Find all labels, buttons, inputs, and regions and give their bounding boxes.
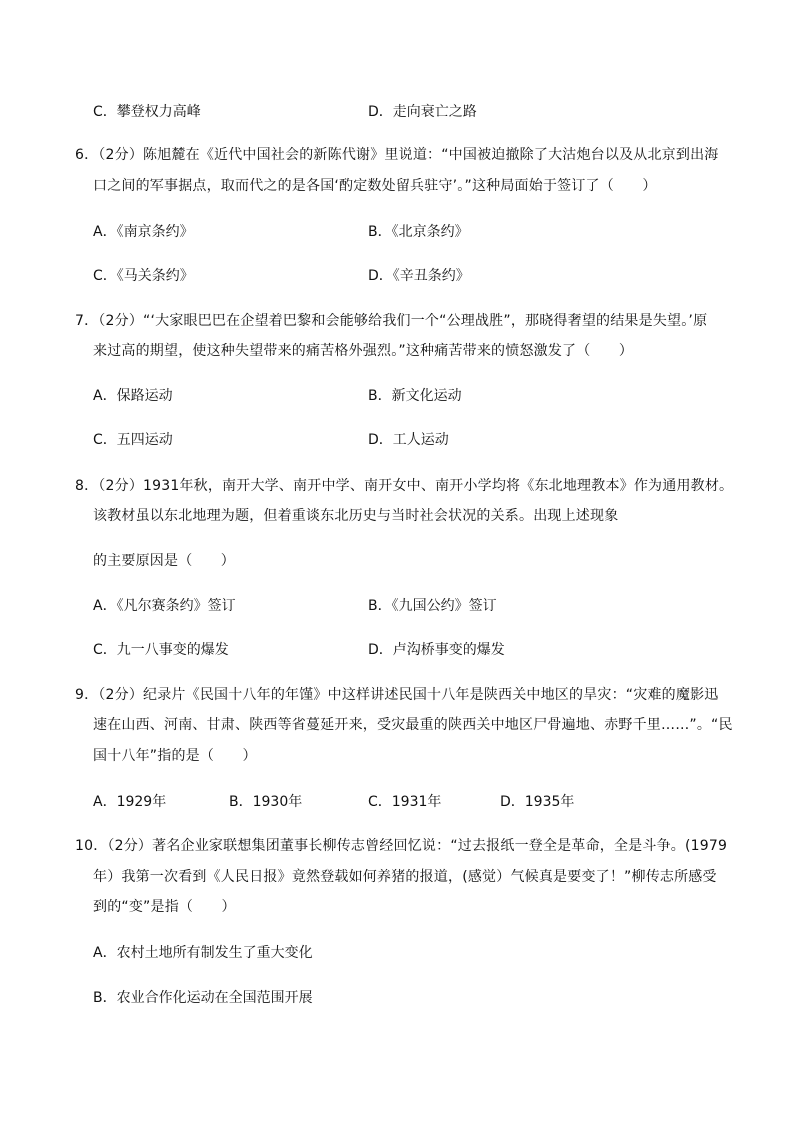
- q6-option-c[interactable]: C．《马关条约》: [93, 268, 194, 284]
- q5-option-c[interactable]: C．攀登权力高峰: [93, 104, 201, 120]
- q8-option-c[interactable]: C．九一八事变的爆发: [93, 642, 229, 658]
- q9-stem-line-1: 9．（2分）纪录片《民国十八年的年馑》中这样讲述民国十八年是陕西关中地区的旱灾：“灾难的魔影迅: [75, 687, 719, 703]
- q10-option-a[interactable]: A．农村土地所有制发生了重大变化: [93, 945, 313, 961]
- q5-option-d[interactable]: D．走向衰亡之路: [368, 104, 477, 120]
- q7-option-b[interactable]: B．新文化运动: [368, 388, 462, 404]
- q7-option-d[interactable]: D．工人运动: [368, 432, 449, 448]
- q8-option-d[interactable]: D．卢沟桥事变的爆发: [368, 642, 505, 658]
- q9-option-b[interactable]: B．1930年: [229, 794, 303, 810]
- q7-stem-line-1: 7．（2分）“‘大家眼巴巴在企望着巴黎和会能够给我们一个“公理战胜”，那晓得奢望的结果是失望。’原: [75, 313, 708, 329]
- q10-stem-line-1: 10．（2分）著名企业家联想集团董事长柳传志曾经回忆说：“过去报纸一登全是革命，全是斗争。(1979: [75, 838, 728, 854]
- q9-stem-line-3: 国十八年”指的是（ ）: [93, 748, 257, 764]
- q7-option-a[interactable]: A．保路运动: [93, 388, 173, 404]
- q10-stem-line-2: 年）我第一次看到《人民日报》竟然登载如何养猪的报道，(感觉）气候真是要变了！”柳传志所感受: [93, 869, 717, 885]
- q8-option-b[interactable]: B．《九国公约》签订: [368, 598, 497, 614]
- q6-stem-line-1: 6．（2分）陈旭麓在《近代中国社会的新陈代谢》里说道：“中国被迫撤除了大沽炮台以及从北京到出海: [75, 147, 719, 163]
- q8-stem-line-3: 的主要原因是（ ）: [93, 553, 235, 569]
- q9-stem-line-2: 速在山西、河南、甘肃、陕西等省蔓延开来，受灾最重的陕西关中地区尸骨遍地、赤野千里……”。“民: [93, 717, 733, 733]
- q7-stem-line-2: 来过高的期望，使这种失望带来的痛苦格外强烈。”这种痛苦带来的愤怒激发了（ ）: [93, 343, 634, 359]
- q10-option-b[interactable]: B．农业合作化运动在全国范围开展: [93, 990, 313, 1006]
- q6-option-a[interactable]: A．《南京条约》: [93, 224, 194, 240]
- q9-option-a[interactable]: A．1929年: [93, 794, 167, 810]
- q10-stem-line-3: 到的“变”是指（ ）: [93, 899, 236, 915]
- q8-option-a[interactable]: A．《凡尔赛条约》签订: [93, 598, 236, 614]
- q9-option-c[interactable]: C．1931年: [368, 794, 442, 810]
- q6-option-b[interactable]: B．《北京条约》: [368, 224, 469, 240]
- q9-option-d[interactable]: D．1935年: [500, 794, 575, 810]
- q7-option-c[interactable]: C．五四运动: [93, 432, 173, 448]
- q8-stem-line-2: 该教材虽以东北地理为题，但着重谈东北历史与当时社会状况的关系。出现上述现象: [93, 508, 619, 524]
- q6-option-d[interactable]: D．《辛丑条约》: [368, 268, 470, 284]
- q6-stem-line-2: 口之间的军事据点，取而代之的是各国‘酌定数处留兵驻守’。”这种局面始于签订了（ ）: [93, 178, 657, 194]
- q8-stem-line-1: 8．（2分）1931年秋，南开大学、南开中学、南开女中、南开小学均将《东北地理教本》作为通用教材。: [75, 478, 734, 494]
